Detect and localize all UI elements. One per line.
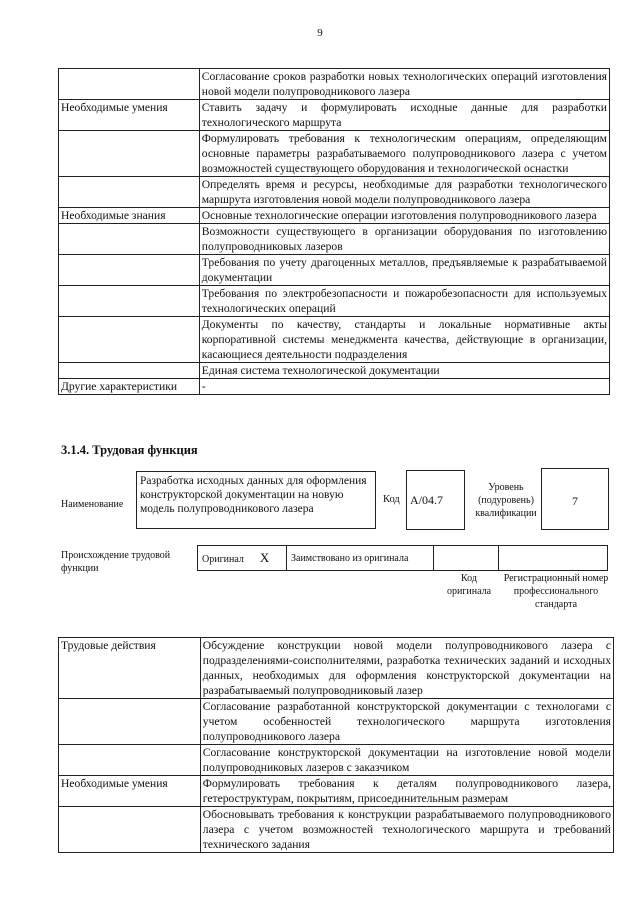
origin-original-cell <box>198 546 287 571</box>
origin-table <box>197 545 608 571</box>
row-text: Документы по качеству, стандарты и локальные нормативные акты корпоративной системы менеджмента качества, действующие в организации, касающиеся деятельности подразделения <box>199 317 609 363</box>
row-label <box>59 317 200 363</box>
function-code-box: А/04.7 <box>406 470 465 530</box>
table-row <box>59 131 610 177</box>
code-label: Код <box>383 494 400 505</box>
table-row <box>59 776 614 807</box>
table-row <box>59 69 610 100</box>
origin-code-cell <box>434 546 499 571</box>
row-label: Необходимые умения <box>59 776 201 807</box>
table-row <box>59 255 610 286</box>
row-text: Согласование сроков разработки новых технологических операций изготовления новой модели полупроводникового лазера <box>199 69 609 100</box>
row-text: Формулировать требования к деталям полупроводникового лазера, гетероструктурам, покрытиям, присоединительным размерам <box>200 776 613 807</box>
row-label <box>59 286 200 317</box>
origin-original-label: Оригинал <box>202 554 244 565</box>
row-text: Единая система технологической документации <box>199 363 609 379</box>
code-origin-caption: Код оригинала <box>446 573 492 597</box>
row-label <box>59 69 200 100</box>
row-label <box>59 131 200 177</box>
table-row <box>59 379 610 395</box>
row-text: Основные технологические операции изготовления полупроводникового лазера <box>199 208 609 224</box>
section-heading: 3.1.4. Трудовая функция <box>61 443 198 457</box>
row-text: Требования по учету драгоценных металлов, предъявляемые к разрабатываемой документации <box>199 255 609 286</box>
table-row <box>59 177 610 208</box>
reg-number-caption: Регистрационный номер профессионального стандарта <box>503 573 609 610</box>
origin-reg-cell <box>499 546 608 571</box>
origin-mark: X <box>259 550 270 565</box>
row-text: Ставить задачу и формулировать исходные данные для разработки технологического маршрута <box>199 100 609 131</box>
function-table <box>58 637 614 853</box>
row-label <box>59 363 200 379</box>
row-text: Согласование конструкторской документации на изготовление новой модели полупроводниковых лазеров с заказчиком <box>200 745 613 776</box>
table-row <box>59 745 614 776</box>
row-label: Другие характеристики <box>59 379 200 395</box>
origin-borrowed-cell: Заимствовано из оригинала <box>287 546 434 571</box>
row-label <box>59 807 201 853</box>
table-row <box>59 363 610 379</box>
table-row <box>59 317 610 363</box>
table-row <box>59 224 610 255</box>
row-text: Обосновывать требования к конструкции разрабатываемого полупроводникового лазера с учетом возможностей технологического маршрута и требований технического задания <box>200 807 613 853</box>
row-label <box>59 745 201 776</box>
row-label <box>59 177 200 208</box>
row-text: Обсуждение конструкции новой модели полупроводникового лазера с подразделениями-соисполнителями, разработка технических заданий и исходных данных, необходимых для оформления конструкторской документации на разрабатываемый полупроводниковый лазер <box>200 638 613 699</box>
row-text: - <box>199 379 609 395</box>
page-number: 9 <box>317 27 323 39</box>
row-text: Требования по электробезопасности и пожаробезопасности для используемых технологических операций <box>199 286 609 317</box>
row-label: Необходимые знания <box>59 208 200 224</box>
table-row <box>59 208 610 224</box>
row-text: Согласование разработанной конструкторской документации с технологами с учетом особенностей технологического маршрута изготовления полупроводникового лазера <box>200 699 613 745</box>
level-box: 7 <box>541 468 609 530</box>
row-text: Определять время и ресурсы, необходимые для разработки технологического маршрута изготовления новой модели полупроводникового лазера <box>199 177 609 208</box>
row-label <box>59 224 200 255</box>
level-label: Уровень (подуровень) квалификации <box>475 482 537 519</box>
row-text: Формулировать требования к технологическим операциям, определяющим основные параметры разрабатываемого полупроводникового лазера с учетом возможностей существующего оборудования и технологической оснастки <box>199 131 609 177</box>
row-text: Возможности существующего в организации оборудования по изготовлению полупроводниковых лазеров <box>199 224 609 255</box>
requirements-table <box>58 68 610 395</box>
row-label: Необходимые умения <box>59 100 200 131</box>
function-name-box: Разработка исходных данных для оформления конструкторской документации на новую модель полупроводникового лазера <box>136 471 376 529</box>
table-row <box>59 699 614 745</box>
table-row <box>59 807 614 853</box>
table-row <box>59 286 610 317</box>
table-row <box>59 638 614 699</box>
origin-label: Происхождение трудовой функции <box>61 550 171 574</box>
table-row <box>59 100 610 131</box>
name-label: Наименование <box>61 499 124 510</box>
row-label <box>59 699 201 745</box>
row-label <box>59 255 200 286</box>
row-label: Трудовые действия <box>59 638 201 699</box>
